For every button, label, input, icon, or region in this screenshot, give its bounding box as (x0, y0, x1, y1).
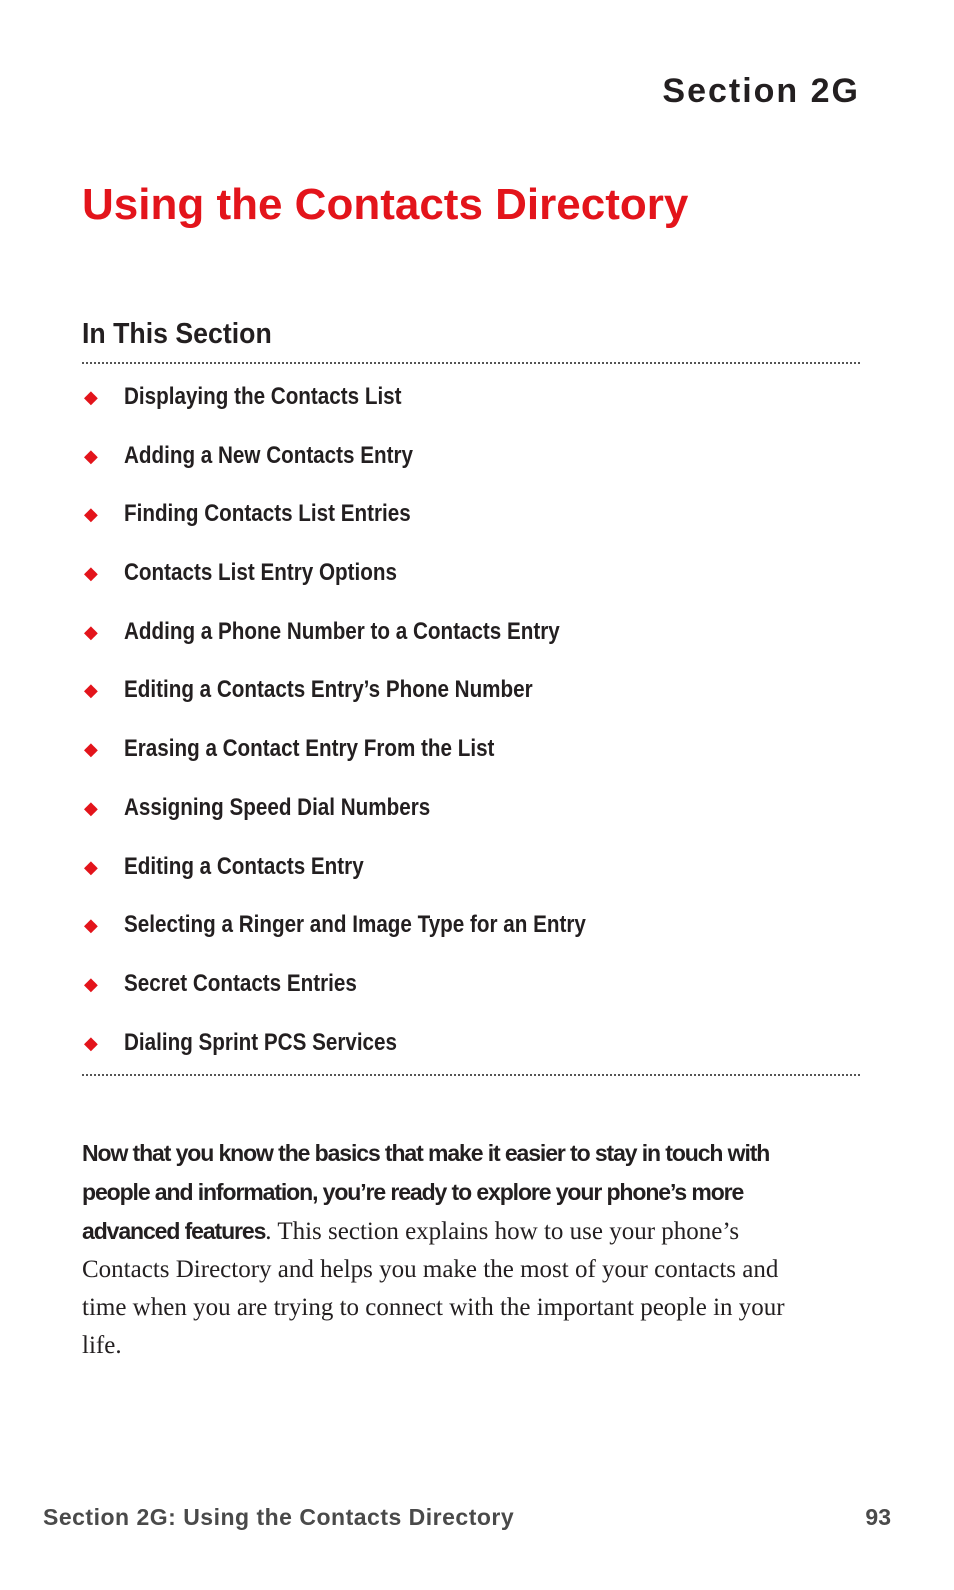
list-item (82, 907, 661, 966)
red-diamond-icon: ◆ (84, 445, 98, 466)
red-diamond-icon: ◆ (84, 621, 98, 642)
list-item-label: Displaying the Contacts List (124, 383, 402, 410)
page-title: Using the Contacts Directory (82, 180, 689, 229)
red-diamond-icon: ◆ (84, 504, 98, 525)
intro-body: . This section explains how to use your phone’s Contacts Directory and helps you make the most of your contacts and time when you are trying to connect with the important people in your life. (82, 1218, 785, 1359)
dotted-divider-top (82, 362, 860, 364)
footer-running-title: Section 2G: Using the Contacts Directory (43, 1504, 515, 1530)
list-item (82, 496, 661, 555)
list-item (82, 379, 661, 438)
list-item (82, 614, 661, 673)
red-diamond-icon: ◆ (84, 680, 98, 701)
list-item-label: Adding a New Contacts Entry (124, 441, 414, 469)
list-item (82, 731, 661, 790)
dotted-divider-bottom (82, 1074, 860, 1076)
list-item (82, 849, 661, 908)
red-diamond-icon: ◆ (84, 387, 98, 407)
list-item-label: Secret Contacts Entries (124, 969, 357, 997)
list-item (82, 672, 661, 731)
list-item-label: Editing a Contacts Entry’s Phone Number (124, 676, 533, 704)
list-item-label: Adding a Phone Number to a Contacts Entry (124, 617, 560, 645)
page-number: 93 (865, 1504, 891, 1530)
in-this-section-heading: In This Section (82, 318, 272, 350)
red-diamond-icon: ◆ (84, 915, 98, 936)
red-diamond-icon: ◆ (84, 1032, 98, 1053)
section-label: Section 2G (662, 72, 860, 110)
red-diamond-icon: ◆ (84, 563, 98, 584)
section-contents-list (82, 379, 661, 1083)
list-item (82, 438, 661, 497)
list-item-label: Erasing a Contact Entry From the List (124, 735, 495, 763)
red-diamond-icon: ◆ (84, 739, 98, 760)
list-item-label: Dialing Sprint PCS Services (124, 1028, 397, 1056)
list-item (82, 966, 661, 1025)
list-item (82, 790, 661, 849)
list-item-label: Selecting a Ringer and Image Type for an Entry (124, 911, 586, 939)
list-item-label: Assigning Speed Dial Numbers (124, 793, 431, 821)
intro-paragraph (82, 1134, 802, 1365)
list-item (82, 555, 661, 614)
red-diamond-icon: ◆ (84, 797, 98, 818)
intro-bold-lead: Now that you know the basics that make it easier to stay in touch with people and information, you’re ready to explore your phone’s more advanced features (82, 1140, 770, 1244)
list-item-label: Editing a Contacts Entry (124, 852, 364, 880)
list-item-label: Contacts List Entry Options (124, 559, 397, 587)
red-diamond-icon: ◆ (84, 973, 98, 994)
red-diamond-icon: ◆ (84, 856, 98, 877)
list-item-label: Finding Contacts List Entries (124, 500, 411, 528)
